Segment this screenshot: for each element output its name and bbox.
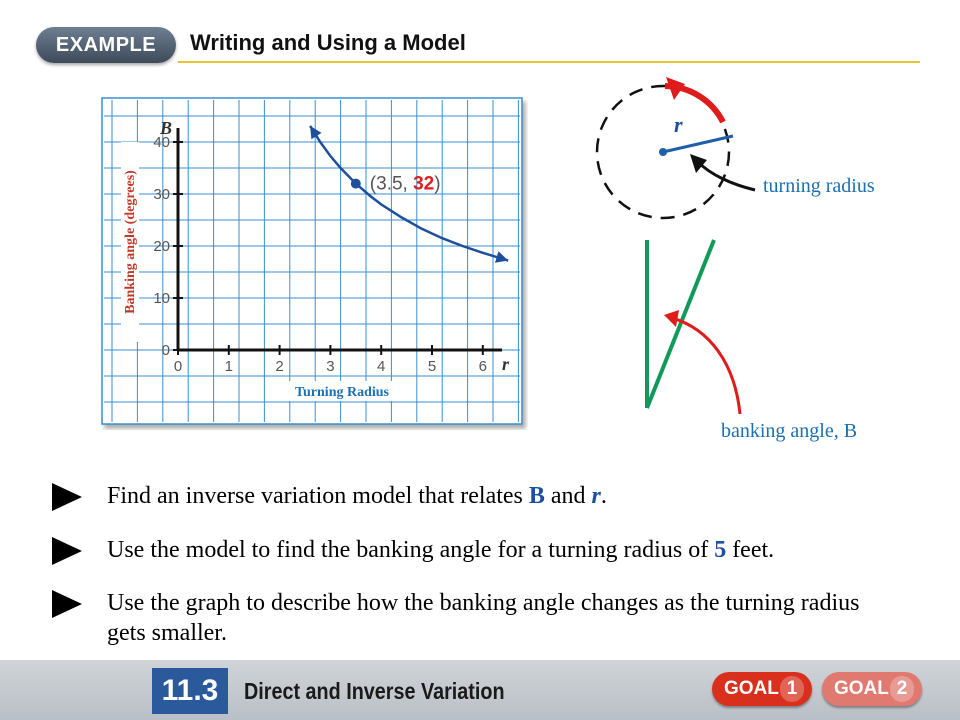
bullet-text (107, 588, 867, 648)
bullet-1-part-1: Find an inverse variation model that relates (107, 483, 529, 509)
y-axis-letter: B (160, 118, 173, 138)
angle-pointer-head (664, 310, 679, 327)
section-title: Direct and Inverse Variation (244, 678, 505, 704)
bullet-arrow-icon (52, 537, 82, 565)
graph-panel (98, 94, 528, 430)
radius-line (663, 136, 733, 152)
bullet-2-part-3: feet. (726, 537, 775, 563)
bullet-2-part-1: Use the model to find the banking angle for a turning radius of (107, 537, 715, 563)
turning-radius-label: turning radius (763, 175, 875, 197)
bullet-arrow-icon (52, 483, 82, 511)
y-axis-title: Banking angle (degrees) (123, 170, 138, 314)
angle-pointer (672, 318, 740, 414)
turning-pointer-head (690, 154, 707, 173)
goal-1-word: GOAL (724, 678, 779, 699)
example-badge (36, 27, 176, 63)
example-badge-label: EXAMPLE (55, 34, 157, 56)
x-tick-label: 4 (377, 358, 386, 375)
point-label-x: 3.5 (376, 173, 403, 195)
slide-header (0, 0, 960, 72)
diagram-drawing (580, 74, 940, 454)
point-label-open: ( (369, 173, 377, 195)
bullet-text (107, 481, 927, 511)
x-tick-label: 3 (326, 358, 335, 375)
banking-diagram (580, 74, 940, 454)
circle-center (659, 148, 667, 156)
header-divider (178, 61, 920, 63)
goal-1-button[interactable] (712, 672, 812, 706)
goal-2-word: GOAL (834, 678, 889, 699)
x-tick-label: 1 (224, 358, 233, 375)
goal-2-button[interactable] (822, 672, 922, 706)
point-label-sep: , (402, 173, 414, 195)
banking-angle-label: banking angle, B (721, 420, 858, 442)
x-axis-letter: r (502, 354, 510, 374)
point-label (370, 174, 441, 195)
highlight-point (351, 179, 361, 189)
bullet-1-part-3: and (544, 483, 592, 509)
x-tick-label: 5 (427, 358, 437, 375)
slide-title: Writing and Using a Model (190, 30, 466, 55)
point-label-close: ) (434, 173, 441, 195)
goal-1-number: 1 (780, 676, 804, 702)
y-tick-label: 10 (153, 290, 170, 307)
point-label-y: 32 (413, 173, 435, 195)
bullet-3-part-1: Use the graph to describe how the banking angle changes as the turning radius gets smaller. (107, 590, 860, 646)
bullet-2-value: 5 (714, 537, 727, 563)
goal-2-number: 2 (890, 676, 914, 702)
bullet-text (107, 535, 927, 565)
x-tick-label: 6 (478, 358, 487, 375)
bullet-1-var-b: B (528, 483, 545, 509)
y-tick-label: 0 (161, 342, 170, 359)
bullet-1-var-r: r (591, 483, 601, 509)
x-axis-title: Turning Radius (294, 385, 390, 400)
bullet-1-part-5: . (600, 483, 607, 509)
turning-pointer (698, 162, 755, 190)
banking-angle-chart (98, 94, 528, 430)
x-tick-label: 0 (173, 358, 183, 375)
x-tick-label: 2 (275, 358, 284, 375)
radius-letter: r (674, 112, 683, 137)
y-tick-label: 20 (153, 238, 170, 255)
section-number: 11.3 (152, 668, 228, 714)
y-tick-label: 40 (153, 134, 170, 151)
y-tick-label: 30 (153, 186, 170, 203)
banked-line (647, 240, 714, 408)
bullet-arrow-icon (52, 590, 82, 618)
